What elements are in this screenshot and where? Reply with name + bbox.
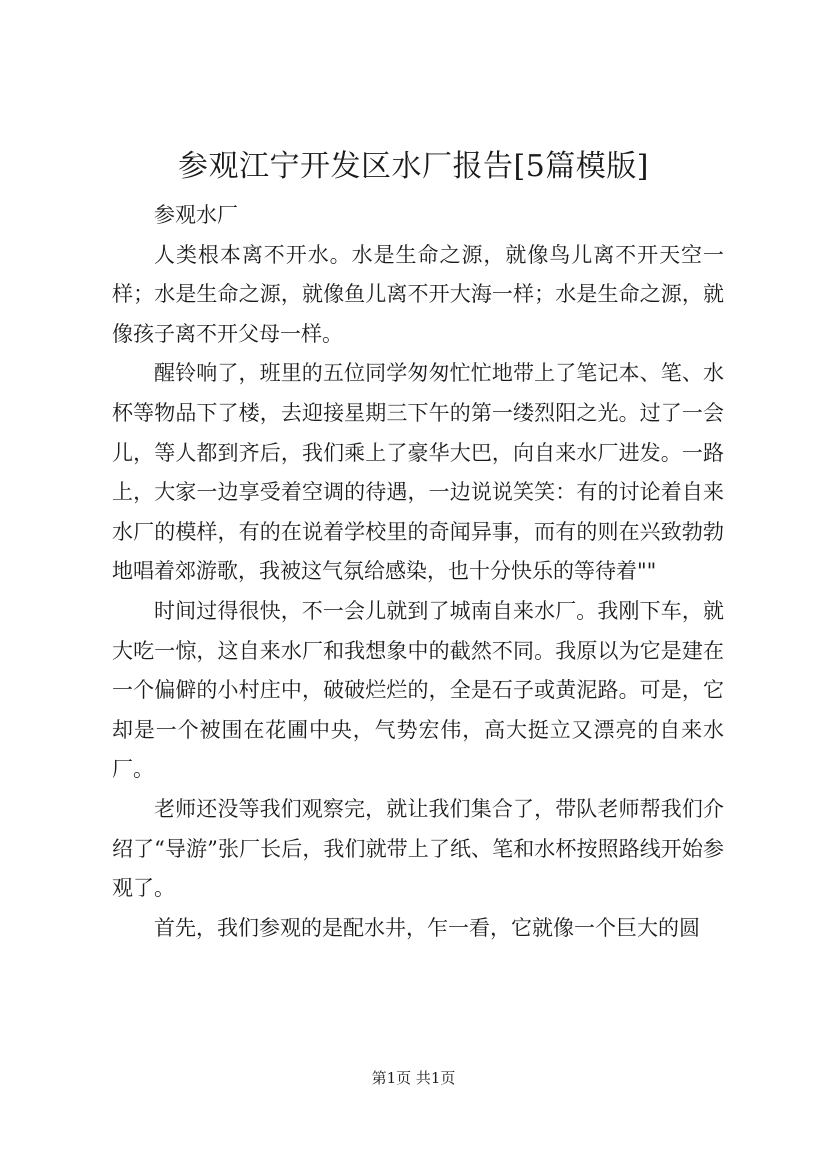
section-heading: 参观水厂 (154, 203, 238, 227)
body-paragraph: 人类根本离不开水。水是生命之源，就像鸟儿离不开天空一样；水是生命之源，就像鱼儿离不开大海一样；水是生命之源，就像孩子离不开父母一样。 (112, 242, 724, 346)
page-footer: 第1页 共1页 (371, 1069, 456, 1087)
body-paragraph: 首先，我们参观的是配水井，乍一看，它就像一个巨大的圆 (154, 915, 700, 940)
document-title: 参观江宁开发区水厂报告[5篇模版] (178, 149, 649, 184)
body-paragraph: 醒铃响了，班里的五位同学匆匆忙忙地带上了笔记本、笔、水杯等物品下了楼，去迎接星期三下午的第一缕烈阳之光。过了一会儿，等人都到齐后，我们乘上了豪华大巴，向自来水厂进发。一路上，大家一边享受着空调的待遇，一边说说笑笑：有的讨论着自来水厂的模样，有的在说着学校里的奇闻异事，而有的则在兴致勃勃地唱着郊游歌，我被这气氛给感染，也十分快乐的等待着"" (112, 361, 724, 584)
body-paragraph: 老师还没等我们观察完，就让我们集合了，带队老师帮我们介绍了“导游”张厂长后，我们就带上了纸、笔和水杯按照路线开始参观了。 (112, 796, 724, 901)
document-body (112, 196, 724, 948)
body-paragraph: 时间过得很快，不一会儿就到了城南自来水厂。我刚下车，就大吃一惊，这自来水厂和我想象中的截然不同。我原以为它是建在一个偏僻的小村庄中，破破烂烂的，全是石子或黄泥路。可是，它却是一个被围在花圃中央，气势宏伟，高大挺立又漂亮的自来水厂。 (112, 598, 724, 782)
